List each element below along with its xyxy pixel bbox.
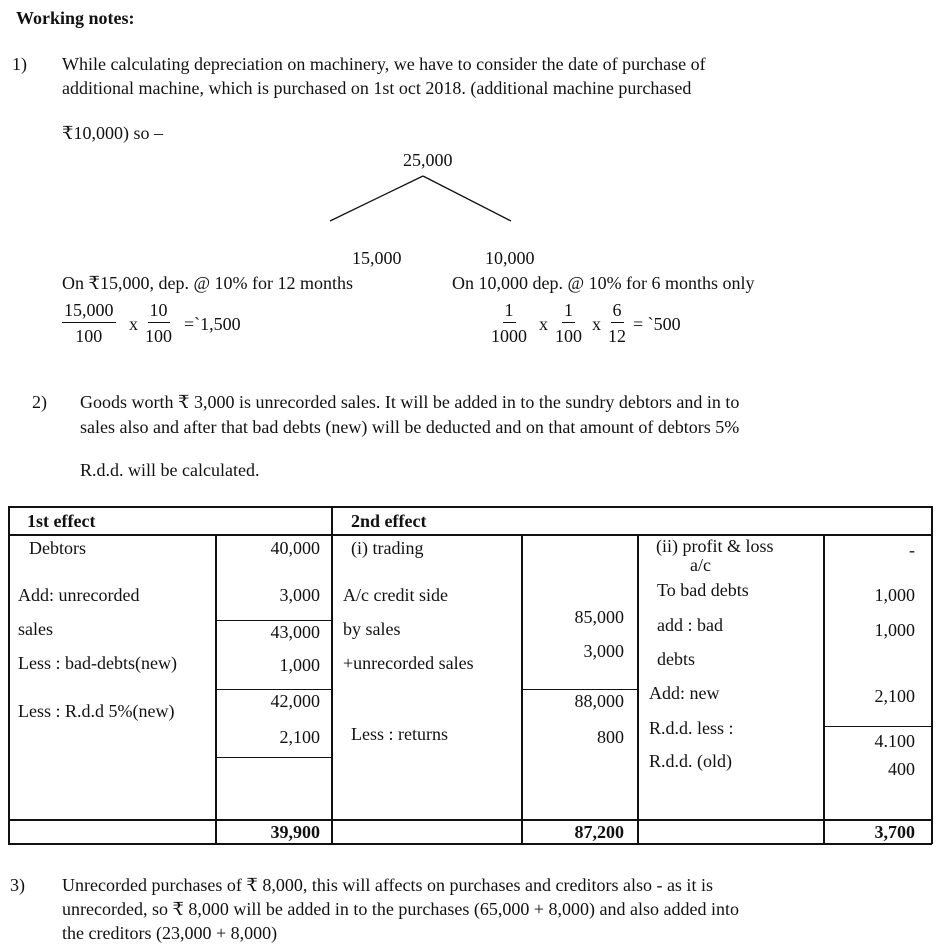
c3-ac-credit-side: A/c credit side bbox=[343, 585, 448, 605]
note1-line3: ₹10,000) so – bbox=[62, 123, 163, 143]
c3-less-returns: Less : returns bbox=[351, 724, 448, 744]
fraction-numerator: 1 bbox=[562, 298, 575, 323]
c1-debtors: Debtors bbox=[29, 538, 86, 558]
note2-line2: sales also and after that bad debts (new) will be deducted and on that amount of debtors 5% bbox=[80, 417, 740, 437]
tree-branch-lines bbox=[325, 172, 515, 224]
times-sign: x bbox=[592, 314, 601, 334]
total-profit-loss: 3,700 bbox=[874, 822, 915, 842]
times-sign: x bbox=[539, 314, 548, 334]
left-dep-label: On ₹15,000, dep. @ 10% for 12 months bbox=[62, 273, 354, 293]
total-trading: 87,200 bbox=[574, 822, 624, 842]
fraction-15000-over-100 bbox=[62, 298, 116, 349]
c4-value: 3,000 bbox=[583, 641, 624, 661]
c4-value: 85,000 bbox=[574, 607, 624, 627]
table-header-2nd-effect: 2nd effect bbox=[351, 511, 427, 531]
c6-value: 1,000 bbox=[874, 585, 915, 605]
fraction-numerator: 6 bbox=[611, 298, 624, 323]
note1-number: 1) bbox=[12, 54, 27, 74]
note3-number: 3) bbox=[10, 875, 25, 895]
c4-value: 800 bbox=[597, 727, 624, 747]
note3-line3: the creditors (23,000 + 8,000) bbox=[62, 923, 278, 943]
fraction-6-over-12 bbox=[606, 298, 628, 349]
c6-value: - bbox=[909, 540, 915, 560]
right-calc-result: = `500 bbox=[633, 314, 681, 334]
table-header-1st-effect: 1st effect bbox=[27, 511, 96, 531]
total-1st-effect: 39,900 bbox=[270, 822, 320, 842]
note1-line1: While calculating depreciation on machinery, we have to consider the date of purchase of bbox=[62, 54, 706, 74]
c2-value: 43,000 bbox=[270, 622, 320, 642]
c3-unrecorded-sales: +unrecorded sales bbox=[343, 653, 474, 673]
note2-line3: R.d.d. will be calculated. bbox=[80, 460, 260, 480]
c5-add-bad: add : bad bbox=[657, 615, 723, 635]
fraction-numerator: 1 bbox=[503, 298, 516, 323]
note2-number: 2) bbox=[32, 392, 47, 412]
fraction-denominator: 100 bbox=[75, 326, 103, 346]
c5-to-bad-debts: To bad debts bbox=[657, 580, 749, 600]
c2-value: 3,000 bbox=[279, 585, 320, 605]
fraction-denominator: 1000 bbox=[491, 326, 527, 346]
c2-value: 2,100 bbox=[279, 727, 320, 747]
note2-line1: Goods worth ₹ 3,000 is unrecorded sales. It will be added in to the sundry debtors and in to bbox=[80, 392, 740, 412]
note1-line2: additional machine, which is purchased on 1st oct 2018. (additional machine purchased bbox=[62, 78, 692, 98]
fraction-1-over-1000 bbox=[489, 298, 529, 349]
left-calc-result: =`1,500 bbox=[184, 314, 241, 334]
c1-less-bad-debts: Less : bad-debts(new) bbox=[18, 653, 177, 673]
right-dep-label: On 10,000 dep. @ 10% for 6 months only bbox=[452, 273, 755, 293]
note3-line1: Unrecorded purchases of ₹ 8,000, this will affects on purchases and creditors also - as it is bbox=[62, 875, 713, 895]
fraction-1-over-100 bbox=[553, 298, 584, 349]
c6-value: 1,000 bbox=[874, 620, 915, 640]
note3-line2: unrecorded, so ₹ 8,000 will be added in to the purchases (65,000 + 8,000) and also added into bbox=[62, 899, 739, 919]
c2-value: 42,000 bbox=[270, 691, 320, 711]
c5-profit-loss: (ii) profit & loss bbox=[656, 536, 774, 556]
c2-value: 40,000 bbox=[270, 538, 320, 558]
c3-by-sales: by sales bbox=[343, 619, 401, 639]
times-sign: x bbox=[129, 314, 138, 334]
fraction-denominator: 12 bbox=[608, 326, 626, 346]
c6-value: 2,100 bbox=[874, 686, 915, 706]
c5-add-new: Add: new bbox=[649, 683, 720, 703]
c5-debts: debts bbox=[657, 649, 695, 669]
fraction-numerator: 15,000 bbox=[62, 298, 116, 323]
fraction-denominator: 100 bbox=[145, 326, 172, 346]
c5-ac: a/c bbox=[690, 555, 711, 575]
tree-right-value: 10,000 bbox=[485, 248, 535, 268]
tree-top-value: 25,000 bbox=[403, 150, 453, 170]
fraction-numerator: 10 bbox=[148, 298, 170, 323]
tree-left-value: 15,000 bbox=[352, 248, 402, 268]
page-heading: Working notes: bbox=[16, 8, 135, 28]
c1-add-unrecorded: Add: unrecorded bbox=[18, 585, 140, 605]
c5-rdd-old: R.d.d. (old) bbox=[649, 751, 732, 771]
c6-value: 4.100 bbox=[874, 731, 915, 751]
c3-trading: (i) trading bbox=[351, 538, 424, 558]
c5-rdd-less: R.d.d. less : bbox=[649, 718, 734, 738]
fraction-denominator: 100 bbox=[555, 326, 582, 346]
c2-value: 1,000 bbox=[279, 655, 320, 675]
c1-sales: sales bbox=[18, 619, 53, 639]
c6-value: 400 bbox=[888, 759, 915, 779]
fraction-10-over-100 bbox=[143, 298, 174, 349]
c1-less-rdd: Less : R.d.d 5%(new) bbox=[18, 701, 175, 721]
c4-value: 88,000 bbox=[574, 691, 624, 711]
